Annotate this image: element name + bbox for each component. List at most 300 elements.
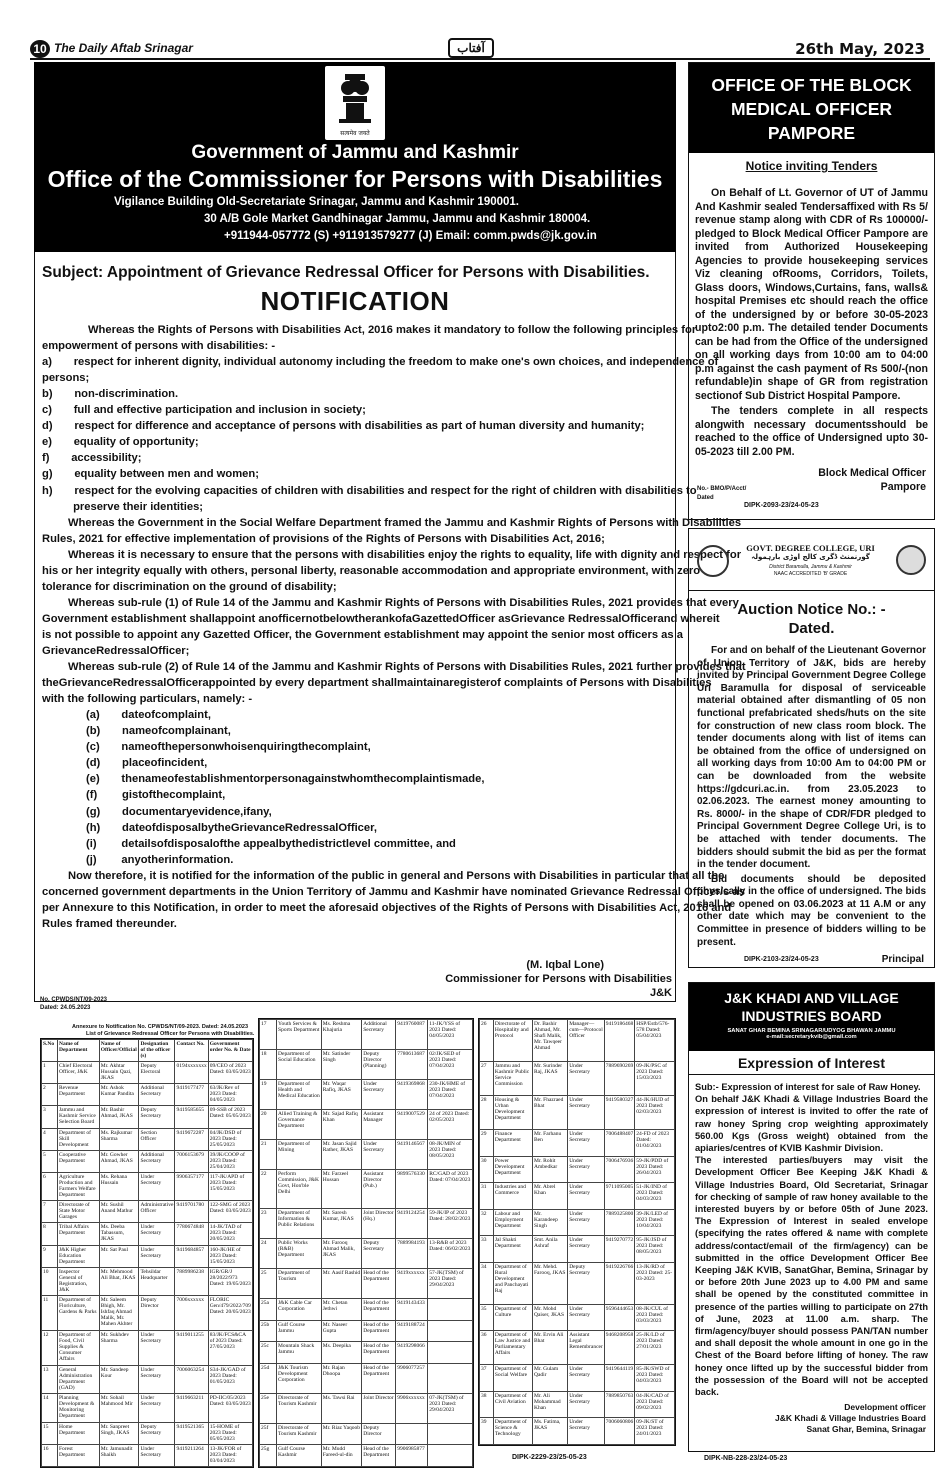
annex-cell: Power Development Department <box>493 1156 532 1183</box>
annex-cell: Housing & Urban Development Department <box>493 1095 532 1129</box>
khadi-paragraph-1: Sub:- Expression of interest for sale of Raw Honey. <box>695 1082 921 1092</box>
annex-cell: Under Secretary <box>362 1080 396 1110</box>
table-row <box>260 1269 473 1299</box>
annex-cell: Mr. Sohail Mahmood Mir <box>99 1394 139 1422</box>
annex-cell: Industries and Commerce <box>493 1183 532 1210</box>
notification-line: preserve their identities; <box>42 500 204 513</box>
annex-cell: 8 <box>42 1223 58 1245</box>
annex-cell: Mr. Mehmood Ali Bhat, JKAS <box>99 1267 139 1295</box>
bmo-dipk: DIPK-2093-23/24-05-23 <box>744 502 819 509</box>
notification-line: GrievanceRedressalOfficer; <box>42 645 190 657</box>
annex-cell: Department of Social Welfare <box>493 1365 532 1392</box>
annex-cell: 7780674848 <box>175 1223 208 1245</box>
annex-cell: 25 <box>260 1269 277 1299</box>
table-row <box>480 1365 675 1392</box>
annex-cell: Under Secretary <box>139 1245 175 1267</box>
annex-cell: 7006xxxxxx <box>175 1296 208 1331</box>
annex-cell: 7889850763 <box>604 1391 635 1418</box>
annex-cell: 7006063254 <box>175 1365 208 1393</box>
table-row <box>42 1106 253 1128</box>
annex-cell: Mr. Akhtar Hussain Qazi, JKAS <box>99 1062 139 1084</box>
annex-cell: 08-JK/MIN of 2023 Dated: 08/05/2023 <box>428 1140 473 1170</box>
annex-cell: Under Secretary <box>568 1236 605 1263</box>
annex-cell: 29 <box>480 1130 494 1157</box>
annex-cell: IGR/GR/J 28/2022/973 Dated: 19/05/2023 <box>208 1267 252 1295</box>
annex-cell: 9419684857 <box>175 1245 208 1267</box>
annex-cell: 117-JK/APD of 2023 Dated: 15/05/2023 <box>208 1172 252 1200</box>
notification-line: (g) documentaryevidence,ifany, <box>86 805 272 818</box>
annex-cell: 25-JK/LD of 2023 Dated: 27/01/2023 <box>635 1331 675 1365</box>
annex-cell: Mr. Bashir Ahmad, JKAS <box>99 1106 139 1128</box>
annex-cell: 13-JK/FOR of 2023 Dated: 03/04/2023 <box>208 1444 252 1466</box>
auction-paragraph-1: For and on behalf of the Lieutenant Governor of Union Territory of J&K, bids are hereby invited by Principal Government Degree College Uri Baramulla for disposal of serviceable material obtained after dismantling of 05 non functional prefabricated sheds/huts on the site for construction of new class room block. The tender documents along with list of items can be obtained from the office of undersigned on all working days from 10:00 Am to 04:00 PM or can be downloaded from the website https://gdcuri.ac.in. from 23.05.2023 to 02.06.2023. The earnest money amounting to Rs. 8000/- in the shape of CDR/FDR pledged to Principal Government Degree College Uri, is to be attached with tender documents. The bidders should submit the bid as per the format in the tender document. <box>697 645 927 871</box>
annex-cell: Mr. Saleem Bhigh, Mr. Ishfaq Ahmad Malik, Mr. Mahen Akhter <box>99 1296 139 1331</box>
annex-cell: Deputy Secretary <box>139 1422 175 1444</box>
annex-cell: Under Secretary <box>568 1095 605 1129</box>
annex-cell: Additional Secretary <box>139 1150 175 1172</box>
annex-cell: Jammu and Kashmir Public Service Commission <box>493 1061 532 1095</box>
annex-cell: Department of Tourism <box>277 1269 322 1299</box>
table-row <box>42 1062 253 1084</box>
newspaper-name: The Daily Aftab Srinagar <box>54 41 193 55</box>
table-row <box>42 1267 253 1295</box>
annex-cell: Mountain Shack Jammu <box>277 1342 322 1363</box>
annex-cell: 25c <box>260 1342 277 1363</box>
annex-cell: 57-JK(TSM) of 2023 Dated: 29/04/2023 <box>428 1269 473 1299</box>
subject-line: Subject: Appointment of Grievance Redressal Officer for Persons with Disabilities. <box>42 264 650 281</box>
notification-line: Rules, 2021 for effective implementation of provisions of the Rights of Persons with Disabilities Act, 2016; <box>42 532 605 545</box>
notification-line: c) full and effective participation and inclusion in society; <box>42 404 366 417</box>
notification-line: (h) dateofdisposalbytheGrievanceRedressalOfficer, <box>86 821 377 834</box>
table-row <box>42 1128 253 1150</box>
khadi-paragraph-2: On behalf J&K Khadi & Village Industries Board the expression of interest is invited to offer the rate of raw honey Spring crop weighting approximately 560.00 Kgs (Gross weight) obtained from the apiaries/centres of KVIB Kashmir Division. <box>695 1094 928 1154</box>
table-row <box>480 1236 675 1263</box>
annex-cell: 7889986238 <box>175 1267 208 1295</box>
signatory-name: (M. Iqbal Lone) <box>526 959 604 971</box>
annex-cell <box>428 1423 473 1444</box>
annex-cell: 9419701780 <box>175 1201 208 1223</box>
annex-cell: 30 <box>480 1156 494 1183</box>
annex-cell: Manager—cum—Protocol Officer <box>568 1020 605 1062</box>
annex-cell: Mr. Chetan Jethwi <box>321 1299 361 1320</box>
annex-cell: Deputy Director <box>139 1296 175 1331</box>
annex-cell: 39 <box>480 1418 494 1445</box>
annex-cell: 9419663211 <box>175 1394 208 1422</box>
annex-cell: 39-JK/LED of 2023 Dated: 10/04/2023 <box>635 1209 675 1236</box>
auction-title: Auction Notice No.: - <box>737 601 886 618</box>
table-row <box>260 1080 473 1110</box>
annex-cell: Mr. Karandeep Singh <box>533 1209 568 1236</box>
annex-cell: S34-JK/GAD of 2023 Dated: 01/05/2023 <box>208 1365 252 1393</box>
annex-cell: Deputy Secretary <box>362 1239 396 1269</box>
table-row <box>480 1183 675 1210</box>
naac-logo-icon <box>896 545 926 575</box>
notification-line: Whereas it is necessary to ensure that the persons with disabilities enjoy the rights to equality, life with dignity and respect for <box>68 548 742 561</box>
notification-line: a) respect for inherent dignity, individual autonomy including the freedom to make one's own choices, and independence of <box>42 356 719 369</box>
reference-date: Dated: 24.05.2023 <box>40 1005 91 1011</box>
annex-cell: 09-JK/PSC of 2023 Dated: 15/03/2023 <box>635 1061 675 1095</box>
annex-cell: 9899576330 <box>396 1170 428 1209</box>
annex-cell: 9419369868 <box>396 1080 428 1110</box>
notification-line: empowerment of persons with disabilities: - <box>42 340 276 353</box>
annex-cell <box>396 1423 428 1444</box>
annex-header-cell: Designation of the officer (s) <box>139 1040 175 1062</box>
annex-cell: 11-JK/YSS of 2023 Dated: 04/05/2023 <box>428 1020 473 1050</box>
annex-header-cell: Government order No. & Date <box>208 1040 252 1062</box>
annex-cell: 9419521365 <box>175 1422 208 1444</box>
annex-cell: Department of Skill Development <box>57 1128 99 1150</box>
newspaper-logo: آفتاب <box>448 38 494 58</box>
notification-line: (i) detailsofdisposalofthe appealbythedistrictlevel committee, and <box>86 837 456 850</box>
signatory-place: J&K <box>649 987 672 999</box>
bmo-title: OFFICE OF THE BLOCK MEDICAL OFFICER PAMPORE <box>689 63 934 153</box>
annex-caption <box>72 1024 272 1038</box>
notification-line: persons; <box>42 372 90 385</box>
annex-cell: Mr. Sanpreet Singh, JKAS <box>99 1422 139 1444</box>
office-title: Office of the Commissioner for Persons with Disabilities <box>47 166 663 192</box>
annex-cell: 10 <box>42 1267 58 1295</box>
annex-cell: 25f <box>260 1423 277 1444</box>
annex-cell: Head of the Department <box>362 1445 396 1467</box>
notification-line: Whereas sub-rule (1) of Rule 14 of the Jammu and Kashmir Rights of Persons with Disabilities Rules, 2021 provides that every <box>68 596 739 609</box>
annex-cell: 7 <box>42 1201 58 1223</box>
annex-cell: 09-JK/ST of 2023 Dated: 24/01/2023 <box>635 1418 675 1445</box>
annex-cell: Mr. Jasan Sajid Rather, JKAS <box>321 1140 361 1170</box>
notification-line: e) equality of opportunity; <box>42 436 199 449</box>
notification-line: (j) anyotherinformation. <box>86 853 234 866</box>
annex-cell: 36 <box>480 1331 494 1365</box>
college-name: GOVT. DEGREE COLLEGE, URI <box>746 543 875 553</box>
table-row <box>42 1172 253 1200</box>
annex-cell: Mr. Rajan Dhoopa <box>321 1363 361 1393</box>
annex-cell: Directorate of Tourism Kashmir <box>277 1423 322 1444</box>
annex-cell: 08-JK/CUL of 2023 Dated: 03/03/2023 <box>635 1304 675 1331</box>
annex-table-3 <box>478 1018 676 1446</box>
annex-cell: Mr. Surinder Raj, JKAS <box>533 1061 568 1095</box>
notification-line: b) non-discrimination. <box>42 388 179 401</box>
annex-cell: Gulf Course Jammu <box>277 1320 322 1341</box>
annex-cell: 9419644119 <box>604 1365 635 1392</box>
auction-dated: Dated. <box>788 620 835 637</box>
annex-cell: Ms. Rehana Hussain <box>99 1172 139 1200</box>
table-row <box>260 1209 473 1239</box>
annex-cell: 25b <box>260 1320 277 1341</box>
page-number: 10 <box>30 40 50 58</box>
annex-cell: Ms. Deepika <box>321 1342 361 1363</box>
annex-cell: Assistant Manager <box>362 1110 396 1140</box>
signatory-block <box>360 958 672 1000</box>
annex-cell: Section Officer <box>139 1128 175 1150</box>
table-row <box>480 1095 675 1129</box>
table-row <box>42 1245 253 1267</box>
contact-line: +911944-057772 (S) +911913579277 (J) Email: comm.pwds@jk.gov.in <box>224 230 597 242</box>
khadi-dipk: DIPK-NB-228-23/24-05-23 <box>704 1455 788 1462</box>
annex-cell: Under Secretary <box>568 1209 605 1236</box>
table-row <box>42 1084 253 1106</box>
annex-cell: 7006488407 <box>604 1130 635 1157</box>
annex-cell: 7006153679 <box>175 1150 208 1172</box>
annex-cell: Deputy Secretary <box>568 1262 605 1304</box>
annex-cell <box>428 1445 473 1467</box>
annex-cell: Head of the Department <box>362 1320 396 1341</box>
notification-line: theGrievanceRedressalOfficerappointed by every department shallmaintainaregisterof complaints of Persons with Disabilities <box>42 677 712 690</box>
khadi-subtitle: Expression of Interest <box>689 1055 934 1075</box>
khadi-sign-1: Development officer <box>844 1402 926 1413</box>
reference-block <box>40 996 107 1012</box>
annex-cell: Mr. Mehd. Farooq, JKAS <box>533 1262 568 1304</box>
annex-cell: Assistant Legal Remembrancer <box>568 1331 605 1365</box>
annex-cell: Forest Department <box>57 1444 99 1466</box>
annex-cell: Agriculture Production and Farmers Welfare Department <box>57 1172 99 1200</box>
annex-cell: Joint Director (Hq.) <box>362 1209 396 1239</box>
annex-cell: 9419007529 <box>396 1110 428 1140</box>
annex-cell: 34 <box>480 1262 494 1304</box>
annex-cell: 9468208958 <box>604 1331 635 1365</box>
annex-cell: 09/CEO of 2023 Dated: 03/05/2023 <box>208 1062 252 1084</box>
annex-cell: 7006476936 <box>604 1156 635 1183</box>
annex-cell: 9906077257 <box>396 1363 428 1393</box>
annex-cell: Mr. Aasif Rashid <box>321 1269 361 1299</box>
annex-cell: Smt. Anila Ashraf <box>533 1236 568 1263</box>
annex-cell: Under Secretary <box>139 1365 175 1393</box>
annex-cell: Under Secretary <box>139 1444 175 1466</box>
annex-cell: 25d <box>260 1363 277 1393</box>
table-row <box>260 1170 473 1209</box>
annex-cell: Perform Commission, J&K Govt, Hon'ble Delhi <box>277 1170 322 1209</box>
annex-cell: Mr. Mudd Fareed-ul-din <box>321 1445 361 1467</box>
annex-title: Annexure to Notification No. CPWDS/NT/09-2023. Dated: 24.05.2023 <box>72 1024 249 1030</box>
annex-cell: 160-JK/HE of 2023 Dated: 15/05/2023 <box>208 1245 252 1267</box>
annex-cell: 19 <box>260 1080 277 1110</box>
annex-cell: 27 <box>480 1061 494 1095</box>
table-row <box>260 1050 473 1080</box>
annex-cell: Deputy Director <box>362 1423 396 1444</box>
annex-cell: 9906357177 <box>175 1172 208 1200</box>
table-row <box>260 1342 473 1363</box>
annex-cell: 9906xxxxxx <box>396 1393 428 1423</box>
annex-cell: 13-R&B of 2023 Dated: 06/02/2023 <box>428 1239 473 1269</box>
annex-cell: Tehsildar Headquarter <box>139 1267 175 1295</box>
annex-cell: 32 <box>480 1209 494 1236</box>
annex-cell: 15 <box>42 1422 58 1444</box>
annex-cell: Under Secretary <box>568 1365 605 1392</box>
annex-cell: Jal Shakti Department <box>493 1236 532 1263</box>
annex-cell: 25e <box>260 1393 277 1423</box>
annex-cell: Under Secretary <box>568 1391 605 1418</box>
annex-header-cell: Name of Officer/Official <box>99 1040 139 1062</box>
annex-cell: Under Secretary <box>568 1061 605 1095</box>
annex-cell: Mr. Sat Paul <box>99 1245 139 1267</box>
issue-date: 26th May, 2023 <box>795 40 925 58</box>
bmo-paragraph-2: The tenders complete in all respects alongwith necessary documentsshould be reached to the office of Undersigned upto 30-05-2023 till 2.00 PM. <box>695 405 928 458</box>
college-address: District Baramulla, Jammu & Kashmir <box>769 564 852 570</box>
bmo-ref-date: Dated <box>697 494 714 501</box>
annex-cell: 6 <box>42 1172 58 1200</box>
notification-line: (c) nameofthepersonwhoisenquiringthecomplaint, <box>86 741 371 754</box>
annex-cell: 13-JK/RD of 2023 Dated: 25-03-2023 <box>635 1262 675 1304</box>
table-row <box>260 1299 473 1320</box>
annex-cell: 7780613687 <box>396 1050 428 1080</box>
annex-cell: Head of the Department <box>362 1269 396 1299</box>
notification-line: Rules framed thereunder. <box>42 917 177 930</box>
annex-cell: 9419298066 <box>396 1342 428 1363</box>
annex-cell: Directorate of Tourism Kashmir <box>277 1393 322 1423</box>
annex-cell <box>428 1299 473 1320</box>
table-row <box>260 1110 473 1140</box>
notification-line: with the following particulars, namely: - <box>42 693 253 706</box>
annex-cell: 07-JK(TSM) of 2023 Dated: 29/04/2023 <box>428 1393 473 1423</box>
annex-cell: 63/JK/Rev of 2023 Dated: 04/05/2023 <box>208 1084 252 1106</box>
address-line-1: Vigilance Building Old-Secretariate Srinagar, Jammu and Kashmir 190001. <box>114 196 519 208</box>
notification-line: (f) gistofthecomplaint, <box>86 789 226 802</box>
table-row <box>42 1394 253 1422</box>
annex-cell: Mr. Farzeel Hussan <box>321 1170 361 1209</box>
annex-cell: RC/GAD of 2023 Dated: 07/04/2023 <box>428 1170 473 1209</box>
annex-dipk: DIPK-2229-23/25-05-23 <box>512 1454 587 1461</box>
annex-cell: FLORIC Gen/479/2022/709 Dated: 20/05/2023 <box>208 1296 252 1331</box>
annex-cell: 7006060806 <box>604 1418 635 1445</box>
khadi-email: e-mail:secretarykvib@gmail.com <box>766 1034 857 1040</box>
annex-cell: Assistant Director (Pub.) <box>362 1170 396 1209</box>
annex-cell: 04/JK/DSD of 2023 Dated: 25/05/2023 <box>208 1128 252 1150</box>
annex-cell: 35 <box>480 1304 494 1331</box>
annex-cell: 9419143433 <box>396 1299 428 1320</box>
notification-line: (a) dateofcomplaint, <box>86 709 211 722</box>
annex-cell: 0194xxxxxxx <box>175 1062 208 1084</box>
annex-cell: Head of the Department <box>362 1363 396 1393</box>
annex-cell: 7889690269 <box>604 1061 635 1095</box>
khadi-sign-3: Sanat Ghar, Bemina, Srinagar <box>806 1424 926 1435</box>
annex-header-cell: Name of Department <box>57 1040 99 1062</box>
annex-cell: Under Secretary <box>568 1304 605 1331</box>
annex-cell: Mr. Abrel Khan <box>533 1183 568 1210</box>
annex-cell: Gulf Course Kashmir <box>277 1445 322 1467</box>
annex-cell: Under Secretary <box>139 1394 175 1422</box>
signatory-title: Commissioner for Persons with Disabilities <box>445 973 672 985</box>
notification-line: (e) thenameofestablishmentorpersonagainstwhomthecomplaintismade, <box>86 773 485 786</box>
table-row <box>260 1445 473 1467</box>
annex-cell: Mr. Satinder Singh <box>321 1050 361 1080</box>
annex-cell: Under Secretary <box>568 1183 605 1210</box>
annex-cell: 25a <box>260 1299 277 1320</box>
bmo-paragraph-1: On Behalf of Lt. Governor of UT of Jammu And Kashmir sealed Tendersaffixed with Rs 5/ revenue stamp along with CDR of Rs 100000/- pledged to Block Medical Officer Pampore are invited from Authorized Housekeeping Agencies to provide housekeeping services Viz cleaning ofRooms, Corridors, Toilets, Glass doors, Windows,Curtains, fans, walls& hospital Premises etc should reach the office of the undersigned by or before 30-05-2023 upto2:00 p.m. The detailed tender Documents can be had from the Office of the undersigned on all working days from 10:00 am to 04:00 p.m against the cash payment of Rs 500/-(non refundable)in shape of GR from registration sectionof Sub District Hospital Pampore. <box>695 187 928 402</box>
notification-line: Whereas sub-rule (2) of Rule 14 of the Jammu and Kashmir Rights of Persons with Disabilities Rules, 2021 further provides that <box>68 661 746 674</box>
annex-cell: 9 <box>42 1245 58 1267</box>
annex-cell: Mr. Naseer Gupta <box>321 1320 361 1341</box>
annex-cell: 14 <box>42 1394 58 1422</box>
annex-cell: Department of Science & Technology <box>493 1418 532 1445</box>
annex-cell: 59-JK/IP of 2023 Dated: 28/02/2023 <box>428 1209 473 1239</box>
auction-sign: Principal <box>881 954 924 966</box>
khadi-signature <box>689 1398 934 1435</box>
annex-cell: Additional Secretary <box>139 1084 175 1106</box>
notification-line: concerned government departments in the Union Territory of Jammu and Kashmir have nominated Grievance Redressal Officer/s as <box>42 885 745 898</box>
table-row <box>480 1061 675 1095</box>
annex-cell: Department of Civil Aviation <box>493 1391 532 1418</box>
annex-cell <box>428 1320 473 1341</box>
table-row <box>480 1331 675 1365</box>
annex-cell: 5 <box>42 1150 58 1172</box>
annex-cell: Under Secretary <box>568 1418 605 1445</box>
table-row <box>480 1020 675 1062</box>
bmo-sign-1: Block Medical Officer <box>818 467 926 479</box>
annex-cell: PD-IIC/05/2023 Dated: 03/05/2023 <box>208 1394 252 1422</box>
annex-cell: Additional Secretary <box>362 1020 396 1050</box>
annex-cell: Mr. Waqar Rafiq, JKAS <box>321 1080 361 1110</box>
khadi-title: J&K KHADI AND VILLAGE INDUSTRIES BOARD <box>724 990 899 1024</box>
annex-cell: Mr. Mohd Qaiser, JKAS <box>533 1304 568 1331</box>
table-row <box>480 1262 675 1304</box>
bmo-subtitle: Notice inviting Tenders <box>745 159 878 173</box>
annex-cell: Deputy Electoral <box>139 1062 175 1084</box>
annex-cell: Mr. Ashok Kumar Pandita <box>99 1084 139 1106</box>
table-row <box>260 1239 473 1269</box>
annex-cell: 17 <box>260 1020 277 1050</box>
annex-cell: Inspector General of Registration, J&K <box>57 1267 99 1295</box>
annex-cell: Mr. Saresh Kumar, JKAS <box>321 1209 361 1239</box>
annex-cell: 9419760087 <box>396 1020 428 1050</box>
annex-cell: 25g <box>260 1445 277 1467</box>
annex-cell: 39/JK/COOP of 2023 Dated: 25/04/2023 <box>208 1150 252 1172</box>
annex-cell: 04-JK/CAD of 2023 Dated: 09/02/2023 <box>635 1391 675 1418</box>
annex-cell: 12 <box>42 1330 58 1365</box>
annex-cell: Ms. Rajkumar Sharma <box>99 1128 139 1150</box>
annex-cell: 230-JK/HME of 2023 Dated: 07/04/2023 <box>428 1080 473 1110</box>
annex-cell: Mr. Ervin Ali Bhat <box>533 1331 568 1365</box>
notification-line: Now therefore, it is notified for the information of the public in general and Persons with Disabilities in particular that all the <box>68 869 725 882</box>
annex-cell: 15-HOME of 2023 Dated: 05/05/2023 <box>208 1422 252 1444</box>
annex-cell: 24 of 2023 Dated: 02/05/2023 <box>428 1110 473 1140</box>
annex-cell: Deputy Director (Planning) <box>362 1050 396 1080</box>
annex-cell: Under Secretary <box>139 1172 175 1200</box>
annex-cell: Ms. Tawsi Rai <box>321 1393 361 1423</box>
notification-line: is not possible to appoint any Gazetted Officer, the Government establishment may appoint the senior most officers as a <box>42 628 683 641</box>
khadi-sign-2: J&K Khadi & Village Industries Board <box>775 1413 926 1424</box>
table-row <box>42 1444 253 1466</box>
annex-cell: Department of Mining <box>277 1140 322 1170</box>
annex-cell: Mr. Sushil Anand Mathur <box>99 1201 139 1223</box>
college-dipk: DIPK-2103-23/24-05-23 <box>744 956 819 963</box>
annex-cell: 59-JK/PDD of 2023 Dated: 26/04/2023 <box>635 1156 675 1183</box>
notification-line: (b) nameofcomplainant, <box>86 725 231 738</box>
annex-header-cell: Contact No. <box>175 1040 208 1062</box>
annex-cell: Department of Floriculture, Gardens & Parks <box>57 1296 99 1331</box>
annex-cell: 4 <box>42 1128 58 1150</box>
annex-cell: Mr. Sandeep Kour <box>99 1365 139 1393</box>
college-seal-icon <box>697 545 729 577</box>
table-row <box>42 1422 253 1444</box>
table-row <box>480 1130 675 1157</box>
annex-cell: 7889984193 <box>396 1239 428 1269</box>
annex-cell: 122-SMG of 2023 Dated: 03/05/2023 <box>208 1201 252 1223</box>
notification-line: (d) placeofincident, <box>86 757 208 770</box>
table-row <box>42 1150 253 1172</box>
annex-cell: Mr. Ali Mohammad Khan <box>533 1391 568 1418</box>
bmo-notice <box>688 62 935 520</box>
notification-line: his or her integrity equally with others, personal liberty, reasonable accommodation and appropriate environment, with zero <box>42 564 701 577</box>
notification-line: Whereas the Rights of Persons with Disabilities Act, 2016 makes it mandatory to follow the following principles for <box>88 324 697 336</box>
annex-cell <box>428 1363 473 1393</box>
annex-cell: Mr. Jamunadit Shaikh <box>99 1444 139 1466</box>
khadi-paragraph-3: The interested parties/buyers may visit the Development Officer Bee Keeping J&K Khadi & Village Industries Board, Old Secretariat, Srinagar for checking of sample of raw honey available to the interested buyers by or before 05th of June 2023. The Expression of Interest in sealed envelope (specifying the rates offered & name with complete address/contact/email of the firm/agency) can be submitted in the office Development Officer Bee Keeping J&K KVIB, SanatGhar, Bemina, Srinagar by or before 20th June 2023 up to 4.00 PM and same shall be opened by the constituted committee in presence of the parties willing to participate on 27th of June, 2023 at 11.00 a.m. sharp. The firm/agency/buyer should possess PAN/TAN number and shall deposit the whole amount in one go in the Chest of the Board before lifting of honey. The raw honey once lifted up by the successful bidder from the possession of the Board will not be accepted back. <box>695 1155 928 1398</box>
annex-cell: Dr. Bashir Ahmad, Mr. Shafi Malik, Mr. Tawqeer Ahmad <box>533 1020 568 1062</box>
bmo-ref: No.- BMO/P/Acct/ <box>697 485 747 492</box>
annex-cell: Tribal Affairs Department <box>57 1223 99 1245</box>
annex-cell: 1 <box>42 1062 58 1084</box>
notification-line: tolerance for discrimination on the ground of disability; <box>42 580 337 593</box>
annex-cell: 23 <box>260 1209 277 1239</box>
annex-cell: 9419211264 <box>175 1444 208 1466</box>
